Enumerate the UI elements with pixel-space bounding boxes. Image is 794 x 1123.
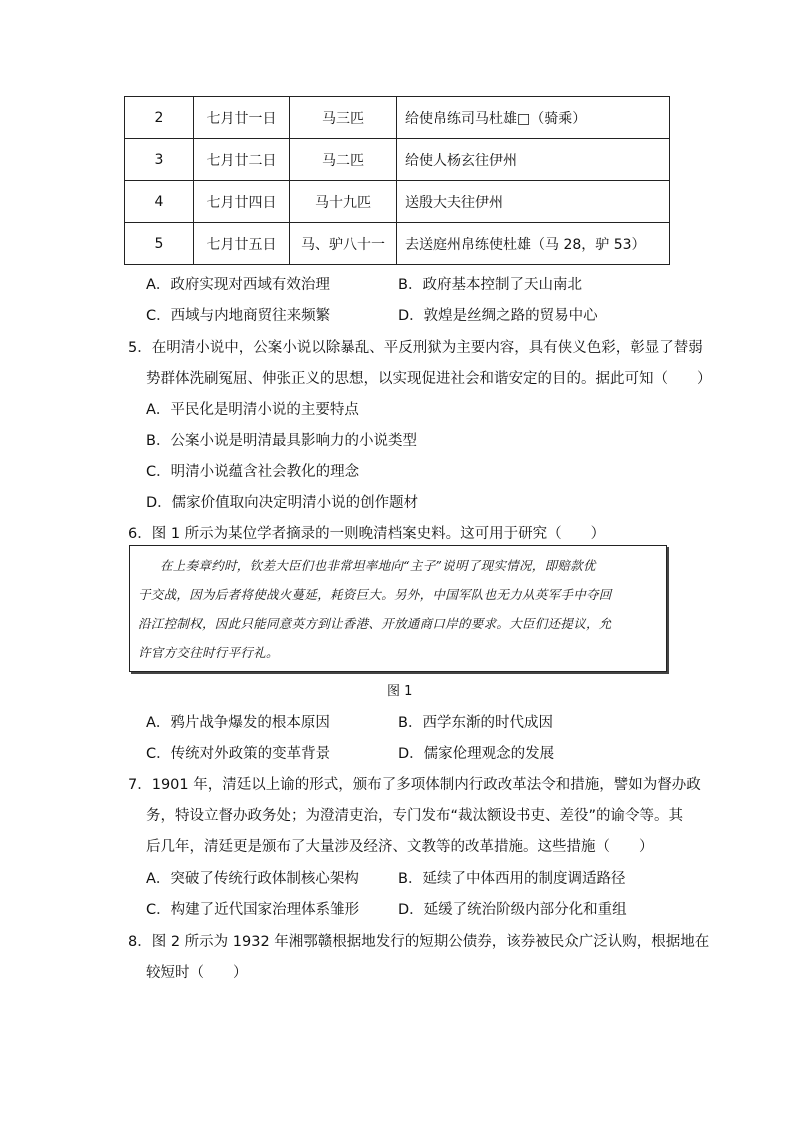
q7-option-a[interactable]: A．突破了传统行政体制核心架构 <box>146 871 359 887</box>
supply-record-table <box>124 96 670 265</box>
table-cell-note: 给使人杨玄往伊州 <box>397 139 670 181</box>
table-cell-note: 去送庭州帛练使杜雄（马 28，驴 53） <box>397 223 670 265</box>
table-row <box>125 181 670 223</box>
q6-option-b[interactable]: B．西学东渐的时代成因 <box>398 715 553 731</box>
table-cell-animals: 马二匹 <box>290 139 397 181</box>
q7-option-c[interactable]: C．构建了近代国家治理体系雏形 <box>146 902 360 918</box>
archive-excerpt-line: 于交战，因为后者将使战火蔓延，耗资巨大。另外，中国军队也无力从英军手中夺回 <box>138 587 612 602</box>
q4-option-b[interactable]: B．政府基本控制了天山南北 <box>398 277 582 293</box>
q6-stem: 6．图 1 所示为某位学者摘录的一则晚清档案史料。这可用于研究（ ） <box>128 526 606 542</box>
table-cell-animals: 马十九匹 <box>290 181 397 223</box>
q6-option-a[interactable]: A．鸦片战争爆发的根本原因 <box>146 715 330 731</box>
q7-option-d[interactable]: D．延缓了统治阶级内部分化和重组 <box>398 902 627 918</box>
q6-option-c[interactable]: C．传统对外政策的变革背景 <box>146 746 331 762</box>
archive-excerpt-line: 许官方交往时行平行礼。 <box>138 645 279 660</box>
table-row <box>125 223 670 265</box>
table-cell-date: 七月廿四日 <box>194 181 290 223</box>
table-cell-note: 送殷大夫往伊州 <box>397 181 670 223</box>
table-cell-date: 七月廿二日 <box>194 139 290 181</box>
q7-stem-line3: 后几年，清廷更是颁布了大量涉及经济、文教等的改革措施。这些措施（ ） <box>146 839 654 855</box>
q7-option-b[interactable]: B．延续了中体西用的制度调适路径 <box>398 871 626 887</box>
q5-stem-line1: 5．在明清小说中，公案小说以除暴乱、平反刑狱为主要内容，具有侠义色彩，彰显了替弱 <box>128 340 703 356</box>
archive-excerpt-line: 沿江控制权，因此只能同意英方到让香港、开放通商口岸的要求。大臣们还提议，允 <box>138 616 612 631</box>
q8-stem-line1: 8．图 2 所示为 1932 年湘鄂赣根据地发行的短期公债券，该券被民众广泛认购，根据地在 <box>128 934 710 950</box>
q5-option-a[interactable]: A．平民化是明清小说的主要特点 <box>146 402 359 418</box>
archive-excerpt-line: 在上奏章约时，钦差大臣们也非常坦率地向“主子”说明了现实情况，即赔款优 <box>160 558 596 573</box>
table-cell-no: 3 <box>125 139 194 181</box>
table-cell-note: 给使帛练司马杜雄□（骑乘） <box>397 97 670 139</box>
table-cell-animals: 马三匹 <box>290 97 397 139</box>
q7-stem-line2: 务，特设立督办政务处；为澄清吏治，专门发布“裁汰额设书吏、差役”的谕令等。其 <box>146 808 684 824</box>
q5-option-c[interactable]: C．明清小说蕴含社会教化的理念 <box>146 464 360 480</box>
table-row <box>125 139 670 181</box>
table-cell-date: 七月廿一日 <box>194 97 290 139</box>
q5-option-b[interactable]: B．公案小说是明清最具影响力的小说类型 <box>146 433 417 449</box>
q7-stem-line1: 7．1901 年，清廷以上谕的形式，颁布了多项体制内行政改革法令和措施，譬如为督办政 <box>128 777 701 793</box>
q4-option-d[interactable]: D．敦煌是丝绸之路的贸易中心 <box>398 308 598 324</box>
q5-option-d[interactable]: D．儒家价值取向决定明清小说的创作题材 <box>146 495 419 511</box>
q6-option-d[interactable]: D．儒家伦理观念的发展 <box>398 746 555 762</box>
table-cell-no: 5 <box>125 223 194 265</box>
figure-caption: 图 1 <box>387 684 413 699</box>
archive-excerpt-box <box>129 545 667 672</box>
q5-stem-line2: 势群体洗刷冤屈、伸张正义的思想，以实现促进社会和谐安定的目的。据此可知（ ） <box>146 371 712 387</box>
table-cell-date: 七月廿五日 <box>194 223 290 265</box>
q4-option-a[interactable]: A．政府实现对西域有效治理 <box>146 277 330 293</box>
table-cell-no: 2 <box>125 97 194 139</box>
table-row <box>125 97 670 139</box>
table-cell-animals: 马、驴八十一 <box>290 223 397 265</box>
q4-option-c[interactable]: C．西域与内地商贸往来频繁 <box>146 308 331 324</box>
q8-stem-line2: 较短时（ ） <box>146 965 248 981</box>
table-cell-no: 4 <box>125 181 194 223</box>
